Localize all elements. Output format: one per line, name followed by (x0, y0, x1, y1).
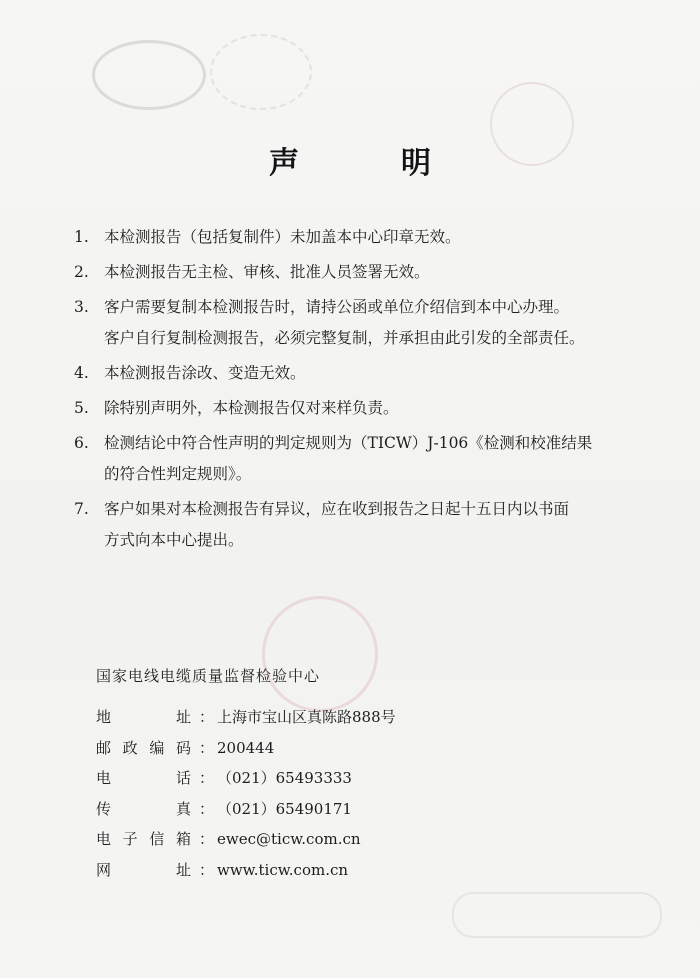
contact-row-fax: 传 真 ： （021）65490171 (96, 794, 396, 825)
statement-item (74, 393, 674, 424)
contact-row-email: 电 子 信 箱 ： ewec@ticw.com.cn (96, 824, 396, 855)
item-line: 客户自行复制检测报告，必须完整复制，并承担由此引发的全部责任。 (104, 329, 585, 347)
statement-item (74, 222, 674, 253)
statement-item (74, 257, 674, 288)
contact-row-phone: 电 话 ： （021）65493333 (96, 763, 396, 794)
item-text (104, 428, 674, 490)
item-line: 的符合性判定规则》。 (104, 465, 252, 483)
item-text (104, 222, 674, 253)
organization-name: 国家电线电缆质量监督检验中心 (96, 667, 321, 685)
ilac-logo-bleedthrough (210, 34, 312, 110)
item-line: 客户需要复制本检测报告时，请持公函或单位介绍信到本中心办理。 (104, 298, 570, 316)
contact-label: 电 话 (96, 769, 191, 787)
contact-label: 传 真 (96, 799, 191, 818)
item-number: 6. (74, 434, 89, 452)
item-text (104, 292, 674, 354)
item-number: 2. (74, 263, 89, 281)
item-number: 3. (74, 298, 89, 316)
statement-item (74, 292, 674, 354)
contact-block (96, 702, 396, 885)
footer-logo-bleedthrough (452, 892, 662, 938)
contact-value: 上海市宝山区真陈路888号 (217, 708, 396, 726)
contact-value: www.ticw.com.cn (217, 860, 349, 879)
item-line: 本检测报告（包括复制件）未加盖本中心印章无效。 (104, 228, 461, 246)
contact-value: （021）65493333 (217, 769, 352, 787)
contact-row-address: 地 址 ： 上海市宝山区真陈路888号 (96, 702, 396, 733)
stamp-bleedthrough-middle (262, 596, 378, 712)
statement-list (74, 222, 674, 560)
contact-label: 网 址 (96, 860, 191, 879)
cnas-logo-bleedthrough (92, 40, 206, 110)
item-number: 7. (74, 500, 89, 518)
contact-row-website: 网 址 ： www.ticw.com.cn (96, 855, 396, 886)
contact-label: 地 址 (96, 708, 191, 726)
item-line: 客户如果对本检测报告有异议，应在收到报告之日起十五日内以书面 (104, 500, 570, 518)
item-line: 除特别声明外，本检测报告仅对来样负责。 (104, 399, 399, 417)
contact-value: 200444 (217, 738, 275, 757)
item-text (104, 393, 674, 424)
statement-item (74, 494, 674, 556)
statement-item (74, 428, 674, 490)
statement-item (74, 358, 674, 389)
item-text (104, 257, 674, 288)
item-number: 1. (74, 228, 89, 246)
item-number: 4. (74, 364, 89, 382)
item-line: 检测结论中符合性声明的判定规则为（TICW）J-106《检测和校准结果 (104, 434, 593, 452)
item-line: 方式向本中心提出。 (104, 531, 244, 549)
contact-value: ewec@ticw.com.cn (217, 830, 361, 848)
page-title: 声 明 (269, 146, 467, 181)
contact-value: （021）65490171 (217, 799, 352, 818)
item-line: 本检测报告无主检、审核、批准人员签署无效。 (104, 263, 430, 281)
item-text (104, 494, 674, 556)
contact-label: 邮 政 编 码 (96, 738, 191, 757)
item-number: 5. (74, 399, 89, 417)
contact-row-postcode: 邮 政 编 码 ： 200444 (96, 733, 396, 764)
item-text (104, 358, 674, 389)
item-line: 本检测报告涂改、变造无效。 (104, 364, 306, 382)
contact-label: 电 子 信 箱 (96, 830, 191, 848)
